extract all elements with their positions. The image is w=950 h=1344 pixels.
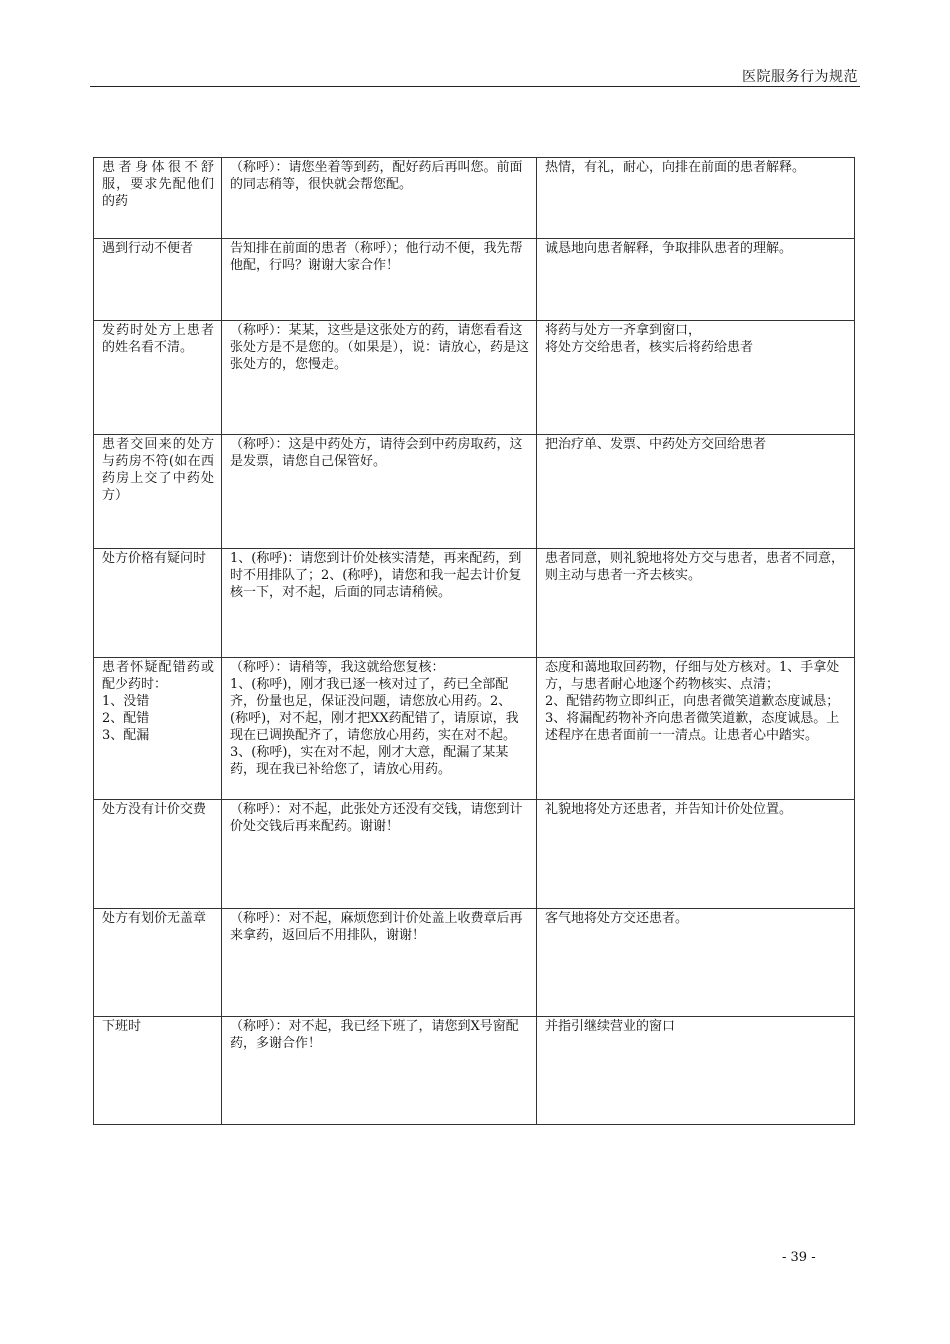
- table-row: [94, 321, 855, 435]
- table-row: [94, 1017, 855, 1125]
- wording-cell: [222, 800, 537, 909]
- action-text: 患者同意，则礼貌地将处方交与患者，患者不同意，则主动与患者一齐去核实。: [545, 551, 845, 583]
- wording-cell: [222, 909, 537, 1017]
- action-text: 3、将漏配药物补齐向患者微笑道歉，态度诚恳。上述程序在患者面前一一清点。让患者心中踏实。: [545, 711, 840, 743]
- wording-cell: [222, 158, 537, 239]
- situation-cell: [94, 549, 222, 658]
- header-title: 医院服务行为规范: [742, 69, 858, 85]
- situation-cell: [94, 909, 222, 1017]
- table-row: [94, 909, 855, 1017]
- action-text: 把治疗单、发票、中药处方交回给患者: [545, 437, 767, 452]
- situation-cell: [94, 158, 222, 239]
- situation-cell: [94, 435, 222, 549]
- wording-text: （称呼）：对不起，我已经下班了，请您到X号窗配药，多谢合作！: [230, 1019, 519, 1051]
- wording-text: （称呼）：对不起，麻烦您到计价处盖上收费章后再来拿药，返回后不用排队，谢谢！: [230, 911, 523, 943]
- wording-cell: [222, 321, 537, 435]
- situation-cell: [94, 239, 222, 321]
- page-number: - 39 -: [782, 1250, 816, 1265]
- situation-text: 下班时: [102, 1019, 142, 1034]
- situation-text: 1、没错: [102, 694, 150, 709]
- wording-text: 1、(称呼)：请您到计价处核实清楚，再来配药，到时不用排队了；2、(称呼)，请您和我一起去计价复核一下，对不起，后面的同志请稍候。: [230, 551, 522, 600]
- table-row: [94, 239, 855, 321]
- situation-text: 处方有划价无盖章: [102, 911, 207, 926]
- situation-cell: [94, 800, 222, 909]
- wording-cell: [222, 549, 537, 658]
- action-cell: [537, 158, 855, 239]
- situation-text: 3、配漏: [102, 728, 150, 743]
- action-cell: [537, 321, 855, 435]
- action-cell: [537, 800, 855, 909]
- table-row: [94, 435, 855, 549]
- table-row: [94, 549, 855, 658]
- action-text: 将处方交给患者，核实后将药给患者: [545, 340, 754, 355]
- wording-text: 1、(称呼)，刚才我已逐一核对过了，药已全部配齐，份量也足，保证没问题，请您放心用药。2、(称呼)，对不起，刚才把XX药配错了，请原谅，我现在已调换配齐了，请您放心用药，实在对不起。3、(称呼)，实在对不起，刚才大意，配漏了某某药，现在我已补给您了，请放心用药。: [230, 677, 519, 777]
- situation-text: 患者交回来的处方与药房不符(如在西药房上交了中药处方）: [102, 437, 214, 503]
- table-row: [94, 158, 855, 239]
- wording-cell: [222, 658, 537, 800]
- situation-text: 处方价格有疑问时: [102, 551, 207, 566]
- situation-cell: [94, 658, 222, 800]
- situation-cell: [94, 321, 222, 435]
- action-text: 并指引继续营业的窗口: [545, 1019, 676, 1034]
- wording-text: （称呼）：请您坐着等到药，配好药后再叫您。前面的同志稍等，很快就会帮您配。: [230, 160, 523, 192]
- header-rule: [90, 86, 860, 87]
- wording-text: 告知排在前面的患者（称呼）；他行动不便，我先帮他配，行吗？谢谢大家合作！: [230, 241, 523, 273]
- situation-text: 遇到行动不便者: [102, 241, 194, 256]
- action-text: 礼貌地将处方还患者，并告知计价处位置。: [545, 802, 793, 817]
- wording-text: （称呼）：某某，这些是这张处方的药，请您看看这张处方是不是您的。（如果是），说：请放心，药是这张处方的，您慢走。: [230, 323, 530, 372]
- action-cell: [537, 549, 855, 658]
- service-guideline-table: [93, 157, 855, 1125]
- situation-text: 处方没有计价交费: [102, 802, 207, 817]
- action-cell: [537, 1017, 855, 1125]
- wording-cell: [222, 435, 537, 549]
- wording-cell: [222, 1017, 537, 1125]
- action-text: 将药与处方一齐拿到窗口，: [545, 323, 702, 338]
- action-text: 客气地将处方交还患者。: [545, 911, 689, 926]
- wording-text: （称呼）：这是中药处方，请待会到中药房取药，这是发票，请您自己保管好。: [230, 437, 523, 469]
- action-text: 态度和蔼地取回药物，仔细与处方核对。1、手拿处方，与患者耐心地逐个药物核实、点清；: [545, 660, 840, 692]
- action-cell: [537, 658, 855, 800]
- situation-text: 患者怀疑配错药或配少药时：: [102, 660, 214, 692]
- action-text: 热情，有礼，耐心，向排在前面的患者解释。: [545, 160, 806, 175]
- action-text: 诚恳地向患者解释，争取排队患者的理解。: [545, 241, 793, 256]
- situation-text: 2、配错: [102, 711, 150, 726]
- situation-text: 发药时处方上患者的姓名看不清。: [102, 323, 214, 355]
- table-row: [94, 658, 855, 800]
- table-row: [94, 800, 855, 909]
- wording-text: （称呼）：对不起，此张处方还没有交钱，请您到计价处交钱后再来配药。谢谢！: [230, 802, 523, 834]
- situation-text: 患者身体很不舒服，要求先配他们的药: [102, 160, 214, 209]
- wording-cell: [222, 239, 537, 321]
- action-text: 2、配错药物立即纠正，向患者微笑道歉态度诚恳；: [545, 694, 840, 709]
- wording-text: （称呼）：请稍等，我这就给您复核：: [230, 660, 445, 675]
- action-cell: [537, 435, 855, 549]
- situation-cell: [94, 1017, 222, 1125]
- action-cell: [537, 239, 855, 321]
- action-cell: [537, 909, 855, 1017]
